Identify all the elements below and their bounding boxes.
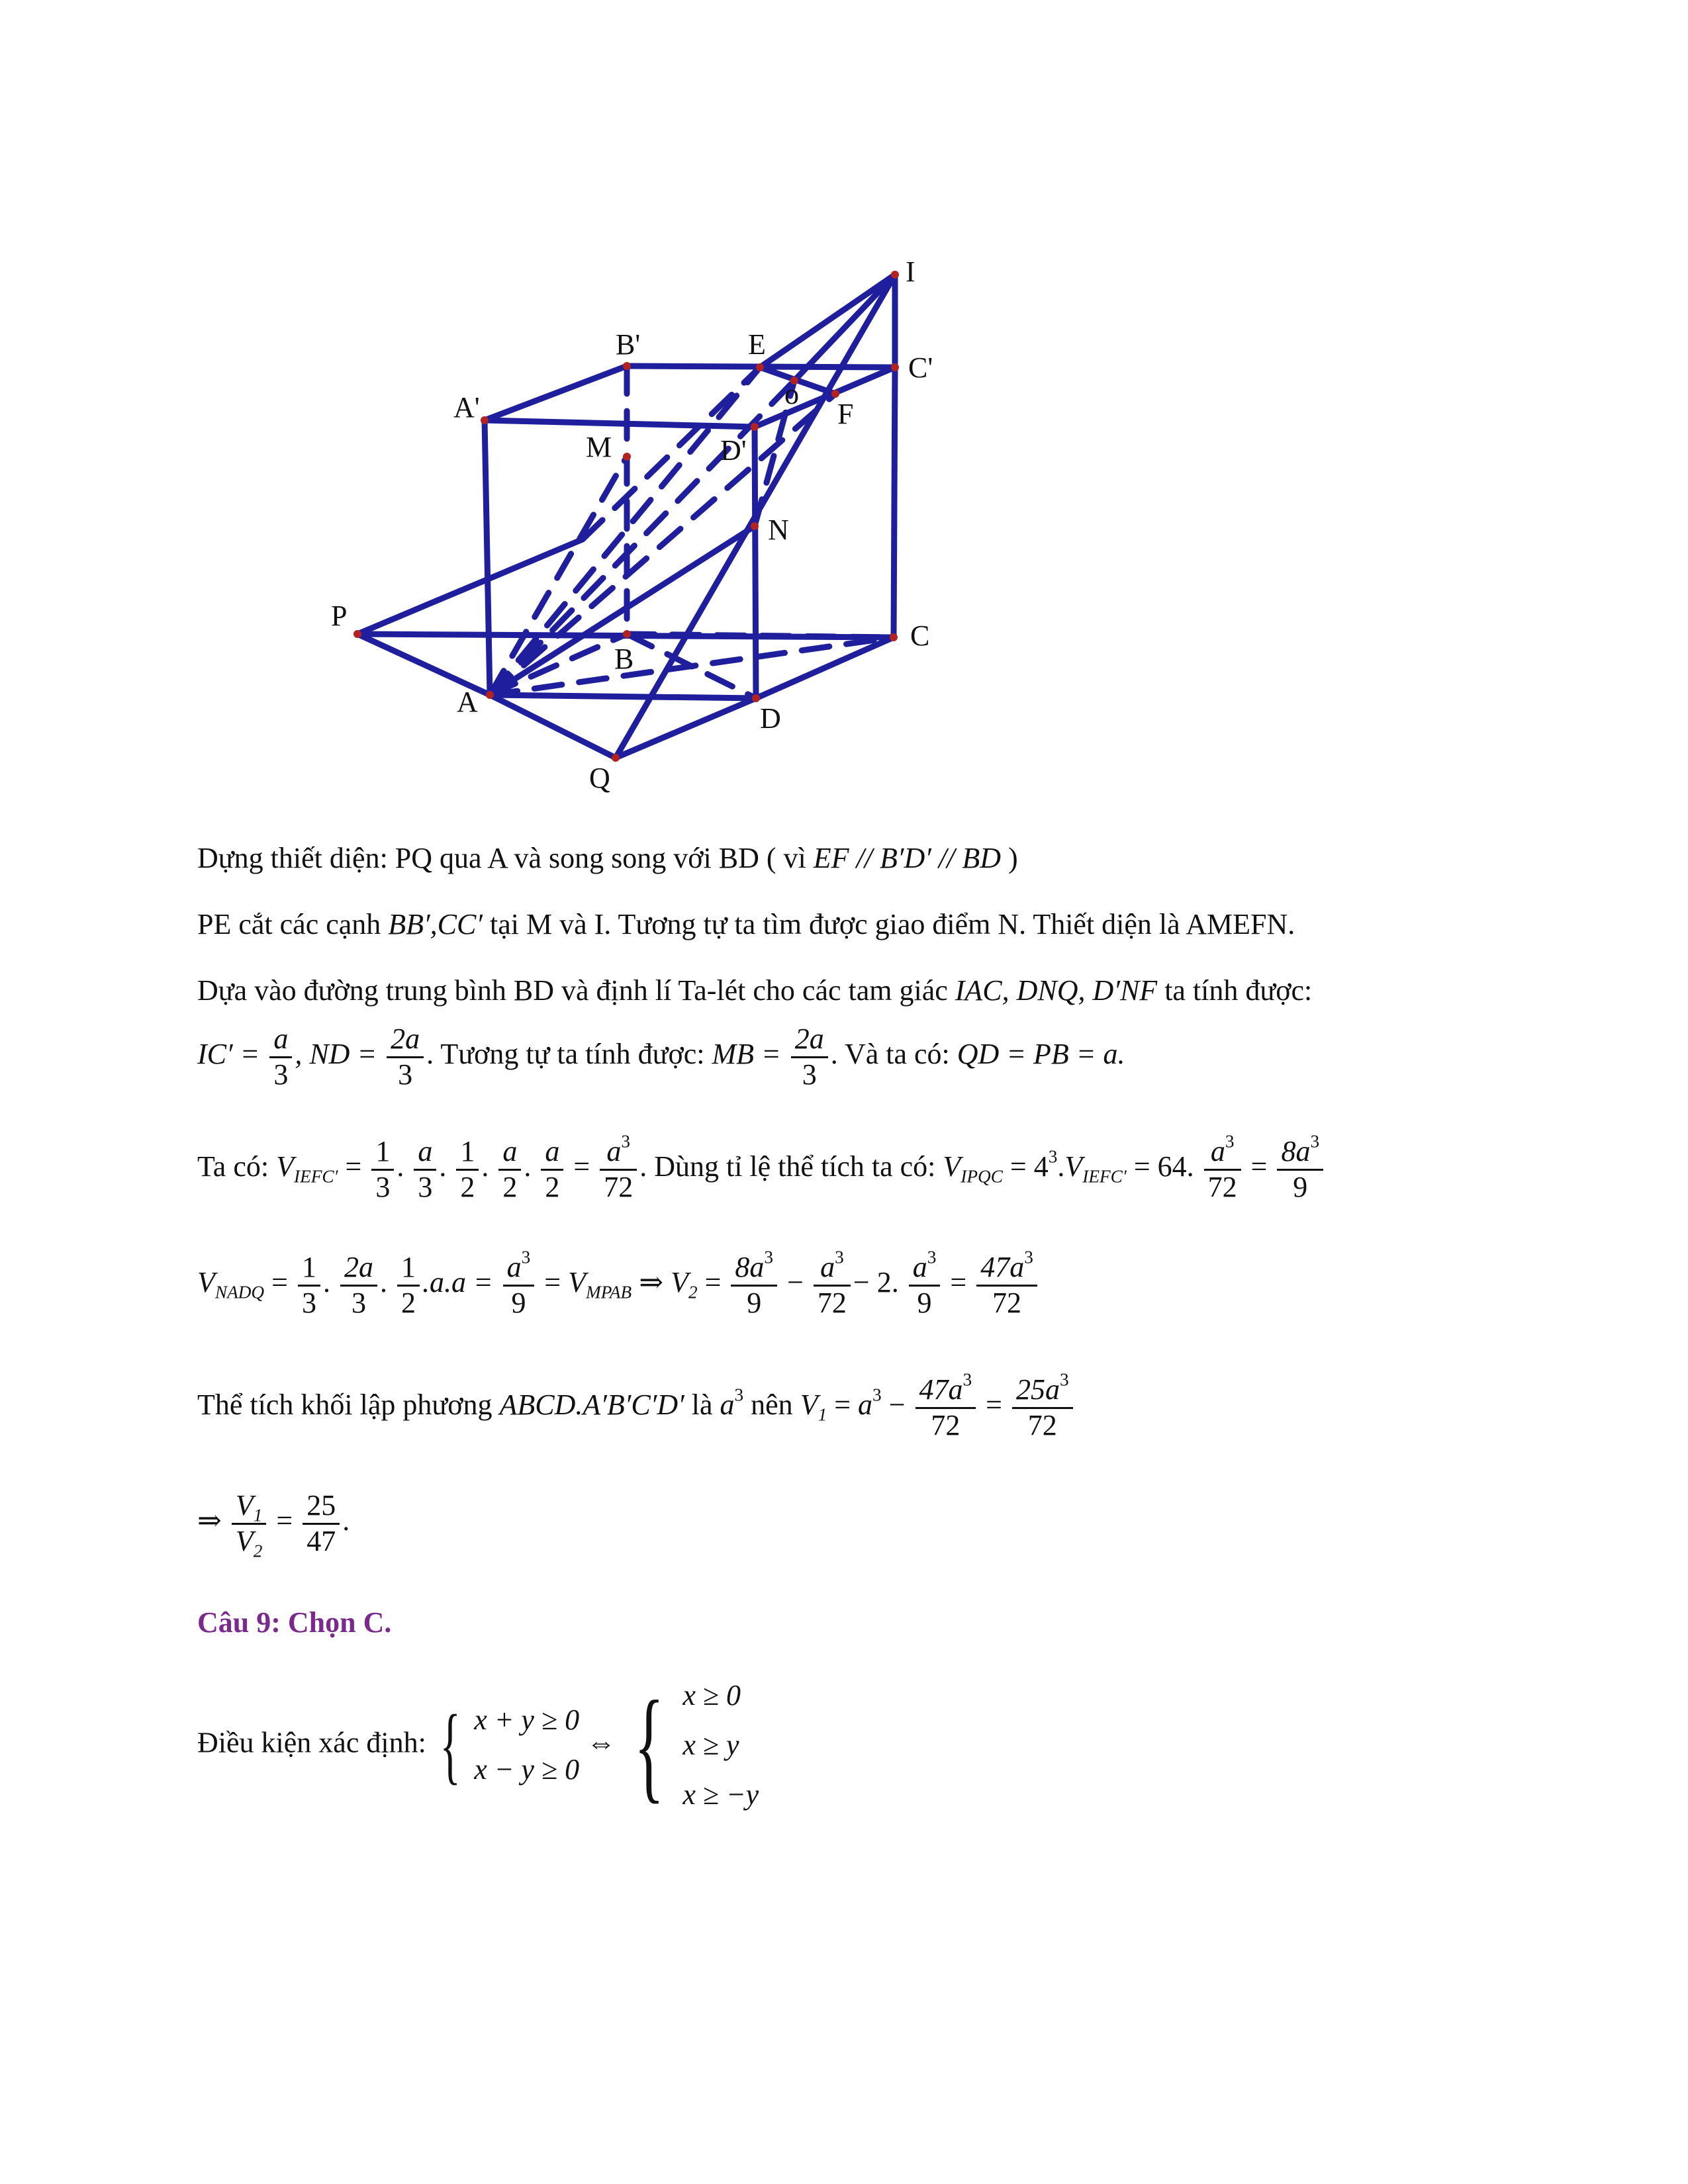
label-B: B xyxy=(614,643,634,675)
hidden-A-M xyxy=(490,457,627,695)
formula-line-4: IC′ = $\frac{a}{3}$ , ND = $\frac{2a}{3}$ . Tương tự ta tính được: MB = $\frac{2a}{3}$ . Và ta có: QD = PB = a. xyxy=(197,1023,1125,1091)
hidden-B-D xyxy=(627,634,756,698)
condition-line: Điều kiện xác định: { x + y ≥ 0 x − y ≥ 0 ⇔ { x ≥ 0 x ≥ y x ≥ −y xyxy=(197,1671,759,1819)
edge-Ap-Dp xyxy=(485,420,755,427)
geometry-figure xyxy=(0,0,1688,827)
label-I: I xyxy=(906,255,915,288)
label-Bp: B' xyxy=(616,328,641,361)
edge-A-D xyxy=(490,695,756,698)
label-A: A xyxy=(457,686,478,718)
label-N: N xyxy=(768,514,789,546)
edge-Cp-C xyxy=(894,367,895,637)
label-O: o xyxy=(784,378,799,410)
text-line-2: PE cắt các cạnh BB′,CC′ tại M và I. Tương tự ta tìm được giao điểm N. Thiết diện là AMEFN. xyxy=(197,908,1295,940)
edge-E-I xyxy=(760,275,895,367)
fraction: $\frac{2a}{3}$ xyxy=(387,1023,424,1091)
label-Cp: C' xyxy=(908,351,933,384)
label-Dp: D' xyxy=(720,434,747,467)
formula-line-8: ⇒ $\frac{V_1}{V_2}$ = $\frac{25}{47}$ . xyxy=(197,1489,350,1561)
label-F: F xyxy=(837,398,854,430)
edge-Ap-A xyxy=(485,420,490,695)
fraction: $\frac{2a}{3}$ xyxy=(791,1023,828,1091)
edge-Ap-Bp xyxy=(485,366,627,420)
label-E: E xyxy=(748,328,766,361)
label-D: D xyxy=(760,702,781,735)
label-Q: Q xyxy=(589,762,610,794)
edge-A-Q xyxy=(490,695,616,758)
label-P: P xyxy=(331,600,348,632)
label-Ap: A' xyxy=(453,391,480,424)
formula-line-7: Thể tích khối lập phương ABCD.A′B′C′D′ là $a^3$ nên $V_1 = a^3$ − $\frac{47a^3}{72}$ = $\frac{25a^3}{72}$ xyxy=(197,1373,1076,1442)
label-C: C xyxy=(910,619,930,652)
hidden-A-O xyxy=(490,381,794,695)
label-M: M xyxy=(586,431,612,463)
edge-Q-D xyxy=(616,698,756,758)
left-brace: { xyxy=(633,1676,665,1815)
text-line-1: Dựng thiết diện: PQ qua A và song song với BD ( vì EF // B′D′ // BD ) xyxy=(197,842,1018,874)
fraction: $\frac{a}{3}$ xyxy=(269,1023,292,1091)
question-heading: Câu 9: Chọn C. xyxy=(197,1606,392,1639)
text-line-3: Dựa vào đường trung bình BD và định lí Ta-lét cho các tam giác IAC, DNQ, D′NF ta tính được: xyxy=(197,974,1313,1007)
formula-line-6: $V_{NADQ}$ = $\frac{1}{3}$ . $\frac{2a}{3}$ . $\frac{1}{2}$ .a.a = $\frac{a^3}{9}$ = $V_{MPAB}$ ⇒ $V_2$ = $\frac{8a^3}{9}$ − $\frac{a^3}{72}$ − 2. $\frac{a^3}{9}$ = $\frac{47a^3}{72}$ xyxy=(197,1251,1040,1320)
left-brace: { xyxy=(440,1698,461,1794)
system-1: x + y ≥ 0 x − y ≥ 0 xyxy=(474,1704,580,1786)
formula-line-5: Ta có: $V_{IEFC'}$ = $\frac{1}{3}$ . $\frac{a}{3}$ . $\frac{1}{2}$ . $\frac{a}{2}$ . $\frac{a}{2}$ = $\frac{a^3}{72}$ . Dùng tỉ lệ thể tích ta có: $V_{IPQC} = 4^3.V_{IEFC'} = 64$. $\frac{a^3}{72}$ = $\frac{8a^3}{9}$ xyxy=(197,1135,1326,1204)
system-2: x ≥ 0 x ≥ y x ≥ −y xyxy=(682,1679,759,1811)
